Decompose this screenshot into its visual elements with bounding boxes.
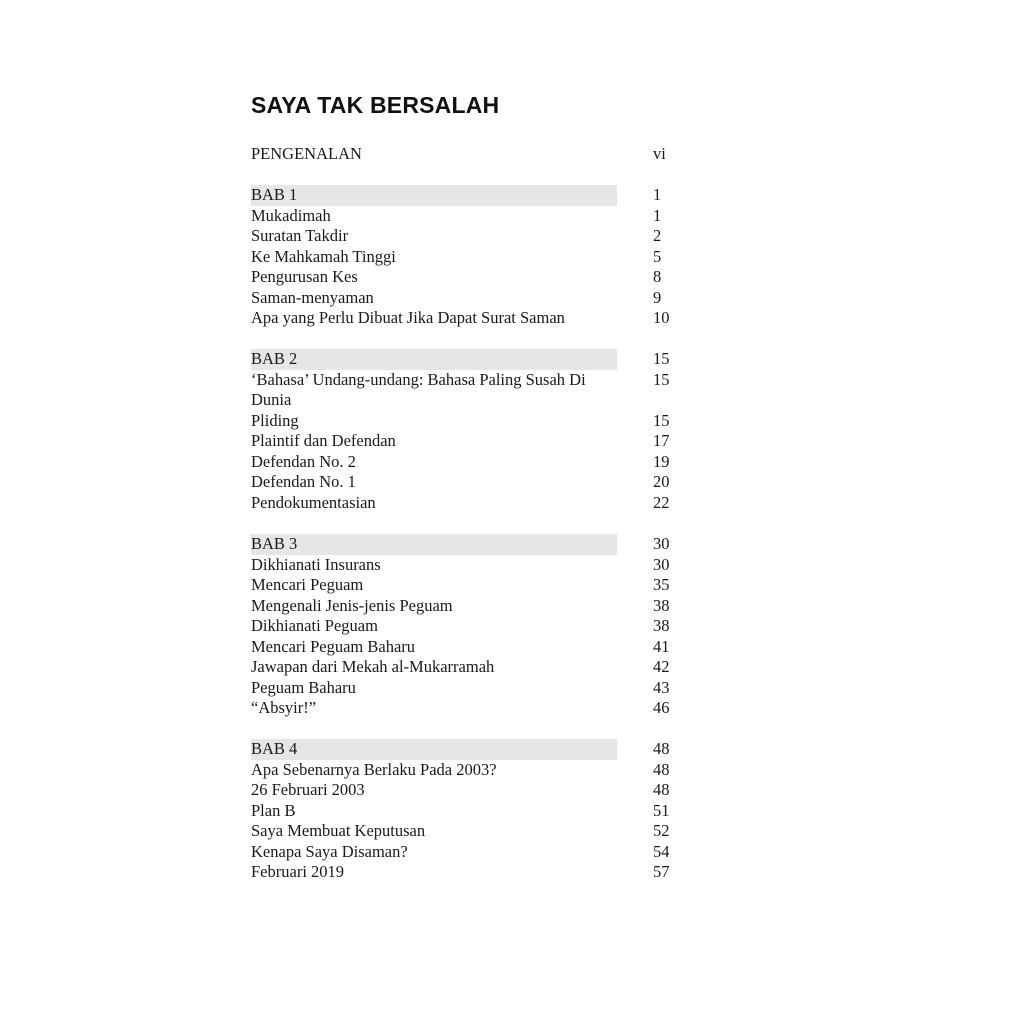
- entry-title: Dikhianati Peguam: [251, 616, 378, 635]
- entry-title: “Absyir!”: [251, 698, 317, 717]
- entry-title: Apa yang Perlu Dibuat Jika Dapat Surat Saman: [251, 308, 565, 327]
- entry-page: 17: [653, 431, 670, 450]
- entry-page: 20: [653, 472, 670, 491]
- chapter-page: 48: [653, 739, 670, 758]
- entry-page: 1: [653, 205, 662, 225]
- chapter-page: 30: [653, 534, 670, 553]
- entry-title: Mencari Peguam: [251, 575, 364, 594]
- entry-title: Defendan No. 1: [251, 472, 356, 491]
- entry-page: 57: [653, 862, 670, 881]
- entry-title: Pliding: [251, 410, 299, 430]
- entry-title: Februari 2019: [251, 862, 345, 881]
- entry-title: Plan B: [251, 800, 296, 820]
- entry-page: 43: [653, 677, 670, 697]
- entry-page: 42: [653, 657, 670, 676]
- entry-page: 15: [653, 369, 670, 389]
- entry-title: Defendan No. 2: [251, 451, 356, 471]
- entry-title: Kenapa Saya Disaman?: [251, 841, 408, 861]
- entry-page: 10: [653, 308, 670, 327]
- intro-label: PENGENALAN: [251, 144, 362, 163]
- entry-page: 54: [653, 841, 670, 861]
- entry-title: Saya Membuat Keputusan: [251, 821, 426, 840]
- entry-page: 8: [653, 267, 662, 286]
- entry-page: 38: [653, 616, 670, 635]
- chapter-page: 15: [653, 349, 670, 368]
- entry-page: 30: [653, 554, 670, 574]
- entry-title: Mengenali Jenis-jenis Peguam: [251, 595, 453, 615]
- entry-title: ‘Bahasa’ Undang-undang: Bahasa Paling Susah Di Dunia: [251, 369, 586, 409]
- entry-page: 41: [653, 636, 670, 656]
- entry-title: Mukadimah: [251, 205, 331, 225]
- chapter-label: BAB 1: [251, 185, 298, 204]
- entry-title: 26 Februari 2003: [251, 780, 365, 799]
- entry-title: Pengurusan Kes: [251, 267, 358, 286]
- entry-page: 51: [653, 800, 670, 820]
- entry-page: 48: [653, 759, 670, 779]
- entry-page: 15: [653, 410, 670, 430]
- entry-title: Apa Sebenarnya Berlaku Pada 2003?: [251, 759, 497, 779]
- entry-title: Jawapan dari Mekah al-Mukarramah: [251, 657, 495, 676]
- entry-page: 46: [653, 698, 670, 717]
- entry-page: 9: [653, 287, 662, 307]
- entry-title: Plaintif dan Defendan: [251, 431, 396, 450]
- chapter-page: 1: [653, 185, 662, 204]
- entry-page: 2: [653, 226, 662, 245]
- entry-title: Suratan Takdir: [251, 226, 349, 245]
- entry-title: Pendokumentasian: [251, 492, 376, 512]
- intro-page: vi: [653, 144, 666, 163]
- book-title: SAYA TAK BERSALAH: [251, 92, 500, 118]
- entry-title: Ke Mahkamah Tinggi: [251, 246, 396, 266]
- entry-page: 52: [653, 821, 670, 840]
- entry-page: 22: [653, 492, 670, 512]
- entry-page: 48: [653, 780, 670, 799]
- entry-title: Dikhianati Insurans: [251, 554, 381, 574]
- entry-page: 35: [653, 575, 670, 594]
- entry-page: 5: [653, 246, 662, 266]
- entry-title: Mencari Peguam Baharu: [251, 636, 416, 656]
- contents-page: [251, 0, 691, 1024]
- entry-page: 19: [653, 451, 670, 471]
- entry-page: 38: [653, 595, 670, 615]
- chapter-label: BAB 4: [251, 739, 298, 758]
- chapter-label: BAB 2: [251, 349, 298, 368]
- entry-title: Peguam Baharu: [251, 677, 356, 697]
- chapter-label: BAB 3: [251, 534, 298, 553]
- entry-title: Saman-menyaman: [251, 287, 374, 307]
